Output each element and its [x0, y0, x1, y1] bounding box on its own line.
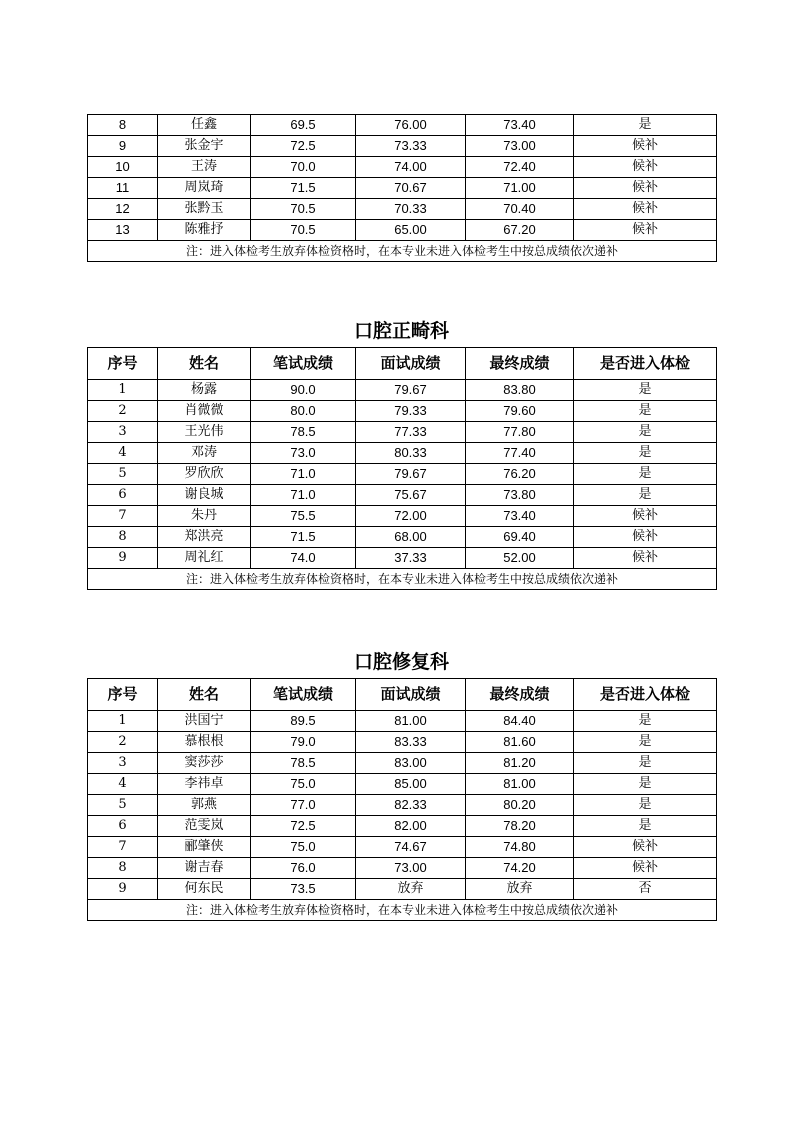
cell-final-score: 81.00 — [466, 774, 574, 795]
cell-written-score: 78.5 — [251, 422, 356, 443]
table-prosthodontics — [87, 678, 716, 921]
table-row — [88, 220, 717, 241]
cell-exam-status: 是 — [574, 115, 717, 136]
table-row — [88, 527, 717, 548]
table-orthodontics — [87, 347, 716, 590]
cell-index: 7 — [88, 506, 158, 527]
cell-name: 周礼红 — [158, 548, 251, 569]
cell-exam-status: 候补 — [574, 220, 717, 241]
table-row — [88, 548, 717, 569]
table-row — [88, 753, 717, 774]
cell-index: 8 — [88, 527, 158, 548]
table-row — [88, 422, 717, 443]
cell-interview-score: 74.67 — [356, 837, 466, 858]
cell-name: 王光伟 — [158, 422, 251, 443]
cell-interview-score: 74.00 — [356, 157, 466, 178]
cell-final-score: 74.20 — [466, 858, 574, 879]
cell-index: 5 — [88, 464, 158, 485]
cell-final-score: 78.20 — [466, 816, 574, 837]
cell-final-score: 77.40 — [466, 443, 574, 464]
cell-name: 张黔玉 — [158, 199, 251, 220]
cell-written-score: 69.5 — [251, 115, 356, 136]
table-row — [88, 136, 717, 157]
cell-exam-status: 候补 — [574, 858, 717, 879]
cell-written-score: 80.0 — [251, 401, 356, 422]
table-row — [88, 837, 717, 858]
cell-final-score: 52.00 — [466, 548, 574, 569]
cell-final-score: 83.80 — [466, 380, 574, 401]
cell-final-score: 73.00 — [466, 136, 574, 157]
cell-index: 6 — [88, 485, 158, 506]
table-row — [88, 506, 717, 527]
cell-interview-score: 83.33 — [356, 732, 466, 753]
cell-name: 肖微微 — [158, 401, 251, 422]
cell-final-score: 69.40 — [466, 527, 574, 548]
cell-name: 陈雅抒 — [158, 220, 251, 241]
table-row — [88, 199, 717, 220]
header-row — [88, 348, 717, 380]
cell-index: 12 — [88, 199, 158, 220]
cell-index: 6 — [88, 816, 158, 837]
cell-interview-score: 73.33 — [356, 136, 466, 157]
table-row — [88, 816, 717, 837]
table-row — [88, 115, 717, 136]
cell-name: 郦肇侠 — [158, 837, 251, 858]
cell-written-score: 74.0 — [251, 548, 356, 569]
cell-exam-status: 是 — [574, 732, 717, 753]
cell-exam-status: 候补 — [574, 527, 717, 548]
cell-name: 杨露 — [158, 380, 251, 401]
table-row — [88, 157, 717, 178]
col-header-exam: 是否进入体检 — [574, 348, 717, 380]
cell-name: 谢良城 — [158, 485, 251, 506]
cell-interview-score: 75.67 — [356, 485, 466, 506]
cell-exam-status: 候补 — [574, 548, 717, 569]
cell-name: 郭燕 — [158, 795, 251, 816]
cell-name: 李祎卓 — [158, 774, 251, 795]
cell-index: 8 — [88, 115, 158, 136]
cell-written-score: 70.0 — [251, 157, 356, 178]
table-row — [88, 485, 717, 506]
cell-name: 洪国宁 — [158, 711, 251, 732]
table-row — [88, 178, 717, 199]
cell-final-score: 81.20 — [466, 753, 574, 774]
cell-final-score: 79.60 — [466, 401, 574, 422]
cell-final-score: 80.20 — [466, 795, 574, 816]
table-note: 注：进入体检考生放弃体检资格时，在本专业未进入体检考生中按总成绩依次递补 — [88, 900, 717, 921]
cell-written-score: 72.5 — [251, 816, 356, 837]
section-title-prosthodontics: 口腔修复科 — [353, 651, 449, 673]
cell-final-score: 81.60 — [466, 732, 574, 753]
cell-index: 5 — [88, 795, 158, 816]
cell-interview-score: 76.00 — [356, 115, 466, 136]
col-header-name: 姓名 — [158, 679, 251, 711]
note-row — [88, 241, 717, 262]
cell-name: 任鑫 — [158, 115, 251, 136]
cell-final-score: 76.20 — [466, 464, 574, 485]
note-row — [88, 900, 717, 921]
cell-exam-status: 是 — [574, 443, 717, 464]
cell-final-score: 74.80 — [466, 837, 574, 858]
cell-index: 8 — [88, 858, 158, 879]
cell-final-score: 70.40 — [466, 199, 574, 220]
cell-written-score: 73.0 — [251, 443, 356, 464]
cell-interview-score: 68.00 — [356, 527, 466, 548]
cell-name: 谢吉春 — [158, 858, 251, 879]
score-table — [87, 114, 717, 262]
cell-name: 范雯岚 — [158, 816, 251, 837]
cell-written-score: 72.5 — [251, 136, 356, 157]
cell-index: 1 — [88, 380, 158, 401]
cell-written-score: 73.5 — [251, 879, 356, 900]
cell-written-score: 71.0 — [251, 485, 356, 506]
cell-interview-score: 73.00 — [356, 858, 466, 879]
cell-interview-score: 81.00 — [356, 711, 466, 732]
cell-name: 邓涛 — [158, 443, 251, 464]
col-header-name: 姓名 — [158, 348, 251, 380]
cell-exam-status: 候补 — [574, 136, 717, 157]
cell-index: 7 — [88, 837, 158, 858]
table-row — [88, 401, 717, 422]
cell-interview-score: 82.33 — [356, 795, 466, 816]
cell-interview-score: 79.67 — [356, 464, 466, 485]
cell-final-score: 67.20 — [466, 220, 574, 241]
cell-final-score: 73.80 — [466, 485, 574, 506]
table-row — [88, 858, 717, 879]
cell-name: 周岚琦 — [158, 178, 251, 199]
cell-written-score: 89.5 — [251, 711, 356, 732]
cell-interview-score: 70.33 — [356, 199, 466, 220]
cell-exam-status: 是 — [574, 422, 717, 443]
table-row — [88, 795, 717, 816]
cell-interview-score: 72.00 — [356, 506, 466, 527]
cell-exam-status: 是 — [574, 711, 717, 732]
cell-index: 9 — [88, 136, 158, 157]
cell-final-score: 84.40 — [466, 711, 574, 732]
table-row — [88, 464, 717, 485]
cell-interview-score: 79.33 — [356, 401, 466, 422]
cell-name: 何东民 — [158, 879, 251, 900]
cell-name: 郑洪亮 — [158, 527, 251, 548]
cell-exam-status: 是 — [574, 816, 717, 837]
cell-written-score: 77.0 — [251, 795, 356, 816]
cell-interview-score: 放弃 — [356, 879, 466, 900]
cell-index: 3 — [88, 753, 158, 774]
cell-interview-score: 82.00 — [356, 816, 466, 837]
cell-index: 2 — [88, 732, 158, 753]
table-row — [88, 774, 717, 795]
table-row — [88, 711, 717, 732]
col-header-index: 序号 — [88, 348, 158, 380]
col-header-final: 最终成绩 — [466, 679, 574, 711]
cell-written-score: 71.5 — [251, 527, 356, 548]
cell-index: 2 — [88, 401, 158, 422]
cell-final-score: 71.00 — [466, 178, 574, 199]
cell-final-score: 72.40 — [466, 157, 574, 178]
col-header-interview: 面试成绩 — [356, 348, 466, 380]
score-table — [87, 347, 717, 590]
cell-index: 9 — [88, 548, 158, 569]
cell-interview-score: 79.67 — [356, 380, 466, 401]
col-header-written: 笔试成绩 — [251, 679, 356, 711]
cell-name: 窦莎莎 — [158, 753, 251, 774]
table-row — [88, 879, 717, 900]
cell-written-score: 90.0 — [251, 380, 356, 401]
cell-index: 13 — [88, 220, 158, 241]
cell-exam-status: 是 — [574, 380, 717, 401]
cell-written-score: 76.0 — [251, 858, 356, 879]
cell-index: 11 — [88, 178, 158, 199]
cell-exam-status: 候补 — [574, 199, 717, 220]
cell-exam-status: 候补 — [574, 157, 717, 178]
cell-written-score: 75.0 — [251, 837, 356, 858]
cell-name: 张金宇 — [158, 136, 251, 157]
score-table — [87, 678, 717, 921]
cell-exam-status: 是 — [574, 795, 717, 816]
cell-exam-status: 是 — [574, 753, 717, 774]
table-note: 注：进入体检考生放弃体检资格时，在本专业未进入体检考生中按总成绩依次递补 — [88, 241, 717, 262]
cell-exam-status: 是 — [574, 464, 717, 485]
table-continued — [87, 114, 716, 262]
cell-interview-score: 65.00 — [356, 220, 466, 241]
header-row — [88, 679, 717, 711]
cell-written-score: 78.5 — [251, 753, 356, 774]
table-row — [88, 443, 717, 464]
cell-written-score: 71.0 — [251, 464, 356, 485]
cell-index: 3 — [88, 422, 158, 443]
cell-final-score: 73.40 — [466, 115, 574, 136]
col-header-exam: 是否进入体检 — [574, 679, 717, 711]
cell-index: 9 — [88, 879, 158, 900]
cell-interview-score: 70.67 — [356, 178, 466, 199]
cell-exam-status: 是 — [574, 485, 717, 506]
cell-written-score: 79.0 — [251, 732, 356, 753]
cell-index: 10 — [88, 157, 158, 178]
table-row — [88, 732, 717, 753]
table-note: 注：进入体检考生放弃体检资格时，在本专业未进入体检考生中按总成绩依次递补 — [88, 569, 717, 590]
note-row — [88, 569, 717, 590]
cell-final-score: 73.40 — [466, 506, 574, 527]
cell-written-score: 71.5 — [251, 178, 356, 199]
cell-interview-score: 77.33 — [356, 422, 466, 443]
cell-written-score: 75.0 — [251, 774, 356, 795]
section-title-orthodontics: 口腔正畸科 — [353, 320, 449, 342]
cell-index: 1 — [88, 711, 158, 732]
cell-index: 4 — [88, 774, 158, 795]
col-header-written: 笔试成绩 — [251, 348, 356, 380]
cell-name: 王涛 — [158, 157, 251, 178]
cell-exam-status: 是 — [574, 774, 717, 795]
cell-name: 罗欣欣 — [158, 464, 251, 485]
cell-exam-status: 候补 — [574, 506, 717, 527]
cell-interview-score: 37.33 — [356, 548, 466, 569]
cell-interview-score: 83.00 — [356, 753, 466, 774]
cell-final-score: 77.80 — [466, 422, 574, 443]
cell-exam-status: 是 — [574, 401, 717, 422]
col-header-final: 最终成绩 — [466, 348, 574, 380]
cell-final-score: 放弃 — [466, 879, 574, 900]
col-header-index: 序号 — [88, 679, 158, 711]
cell-written-score: 70.5 — [251, 199, 356, 220]
cell-exam-status: 候补 — [574, 178, 717, 199]
cell-written-score: 75.5 — [251, 506, 356, 527]
cell-name: 慕根根 — [158, 732, 251, 753]
cell-written-score: 70.5 — [251, 220, 356, 241]
cell-interview-score: 85.00 — [356, 774, 466, 795]
cell-index: 4 — [88, 443, 158, 464]
cell-name: 朱丹 — [158, 506, 251, 527]
table-row — [88, 380, 717, 401]
col-header-interview: 面试成绩 — [356, 679, 466, 711]
cell-interview-score: 80.33 — [356, 443, 466, 464]
cell-exam-status: 候补 — [574, 837, 717, 858]
cell-exam-status: 否 — [574, 879, 717, 900]
